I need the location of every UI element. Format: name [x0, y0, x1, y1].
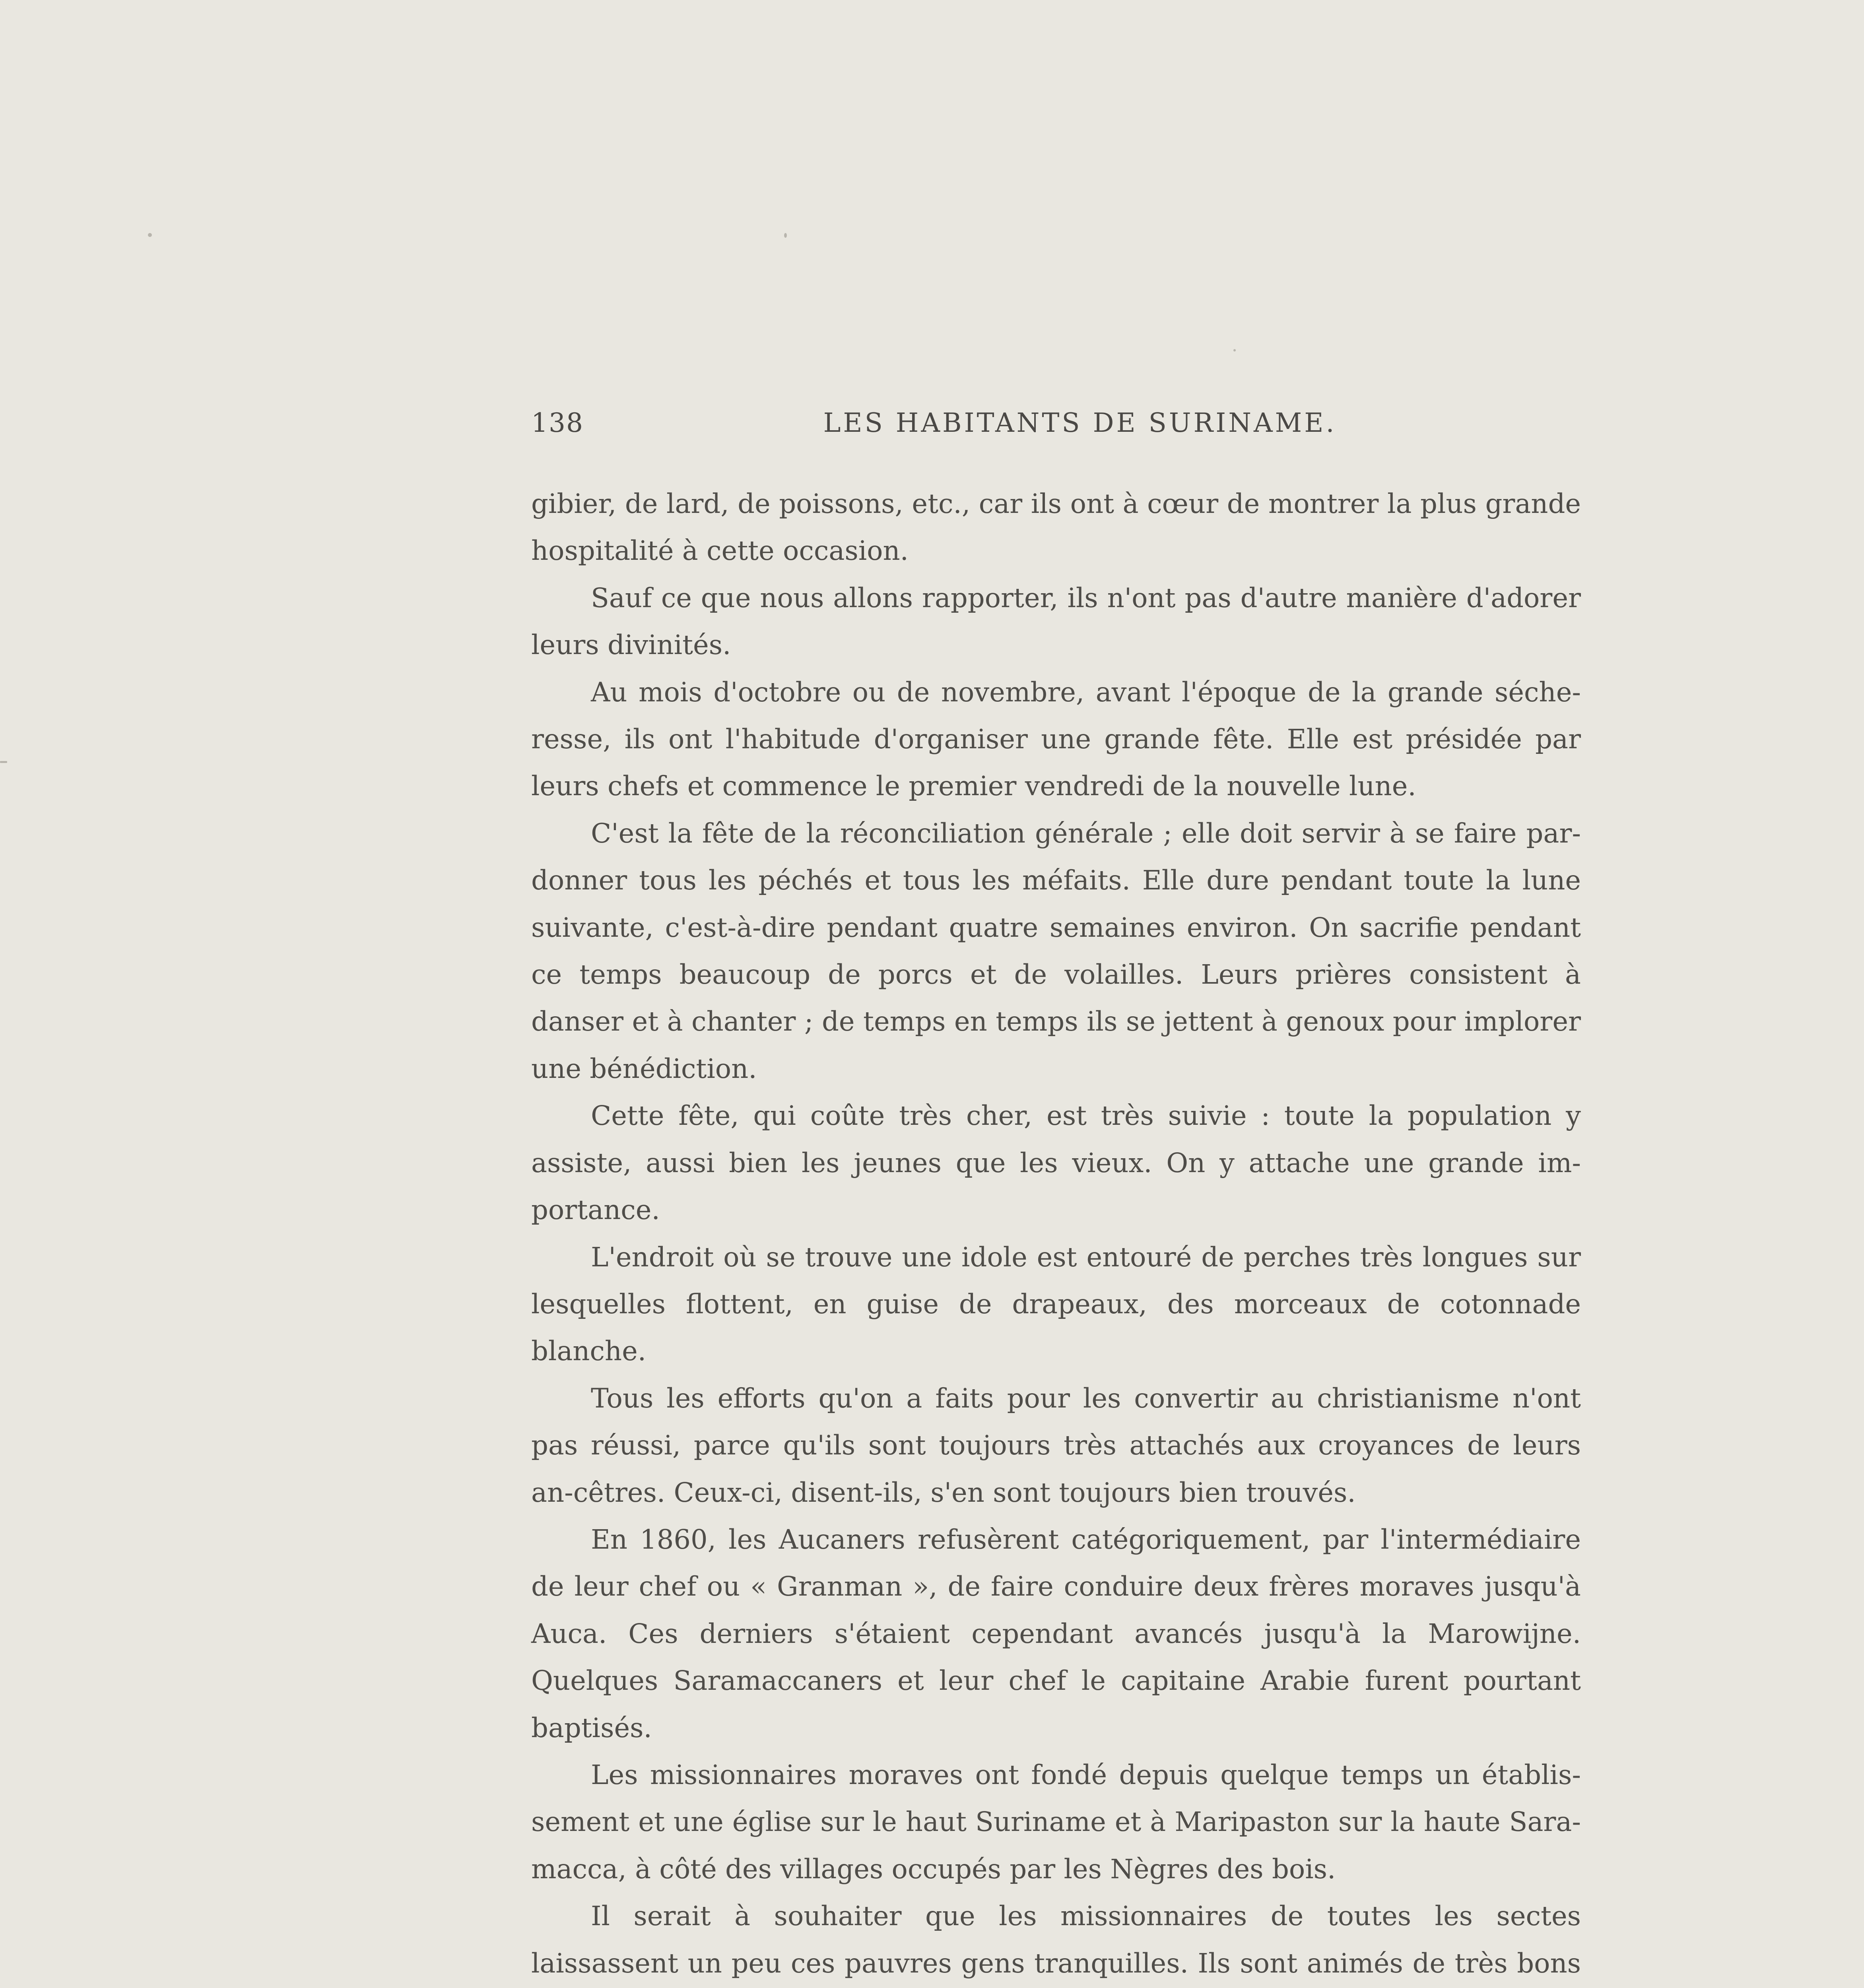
paper-speck — [1233, 349, 1236, 351]
page-number: 138 — [531, 408, 584, 438]
paragraph: gibier, de lard, de poissons, etc., car ils ont à cœur de montrer la plus grande hospitalité à cette occasion. — [531, 488, 1581, 567]
paragraph: Les missionnaires moraves ont fondé depuis quelque temps un établis-sement et une église sur le haut Suriname et à Maripaston sur la haute Sara-macca, à côté des villages occupés par les Nègres des bois. — [531, 1759, 1581, 1885]
paragraph: Sauf ce que nous allons rapporter, ils n'ont pas d'autre manière d'adorer leurs divinités. — [531, 582, 1581, 661]
paragraph: C'est la fête de la réconciliation générale ; elle doit servir à se faire par-donner tous les péchés et tous les méfaits. Elle dure pendant toute la lune suivante, c'est-à-dire pendant quatre semaines environ. On sacrifie pendant ce temps beaucoup de porcs et de volailles. Leurs prières consistent à danser et à chanter ; de temps en temps ils se jettent à genoux pour implorer une bénédiction. — [531, 817, 1581, 1084]
body-text — [531, 480, 1581, 1988]
paragraph: Au mois d'octobre ou de novembre, avant l'époque de la grande séche-resse, ils ont l'habitude d'organiser une grande fête. Elle est présidée par leurs chefs et commence le premier vendredi de la nouvelle lune. — [531, 676, 1581, 802]
paragraph: Cette fête, qui coûte très cher, est très suivie : toute la population y assiste, aussi bien les jeunes que les vieux. On y attache une grande im-portance. — [531, 1100, 1581, 1226]
running-title: LES HABITANTS DE SURINAME. — [823, 408, 1337, 438]
paragraph: L'endroit où se trouve une idole est entouré de perches très longues sur lesquelles flottent, en guise de drapeaux, des morceaux de cotonnade blanche. — [531, 1241, 1581, 1367]
paragraph: En 1860, les Aucaners refusèrent catégoriquement, par l'intermédiaire de leur chef ou « Granman », de faire conduire deux frères moraves jusqu'à Auca. Ces derniers s'étaient cependant avancés jusqu'à la Marowijne. Quelques Saramaccaners et leur chef le capitaine Arabie furent pourtant baptisés. — [531, 1524, 1581, 1743]
paper-speck — [784, 233, 787, 238]
paper-speck — [0, 761, 7, 763]
paper-speck — [148, 233, 152, 237]
running-header — [531, 408, 1581, 451]
paragraph: Tous les efforts qu'on a faits pour les convertir au christianisme n'ont pas réussi, parce qu'ils sont toujours très attachés aux croyances de leurs an-cêtres. Ceux-ci, disent-ils, s'en sont toujours bien trouvés. — [531, 1382, 1581, 1508]
paragraph: Il serait à souhaiter que les missionnaires de toutes les sectes laissassent un peu ces pauvres gens tranquilles. Ils sont animés de très bons — [531, 1901, 1581, 1979]
